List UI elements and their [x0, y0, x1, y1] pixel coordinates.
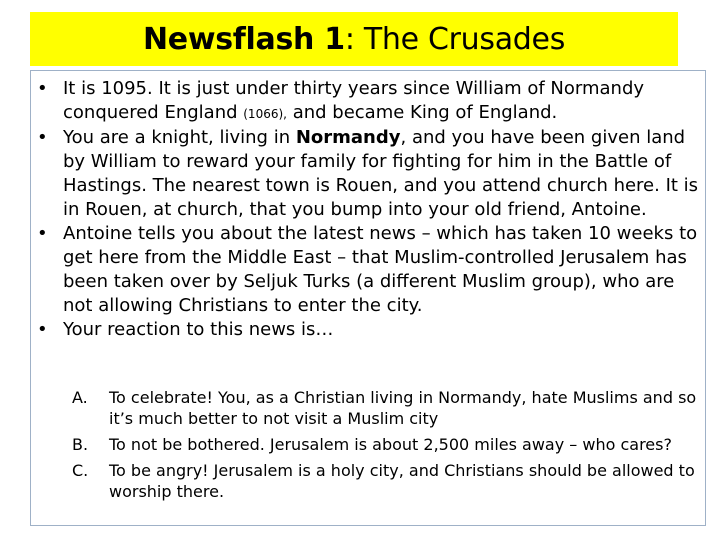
option-c [31, 460, 707, 502]
bullet-2-bold: Normandy [295, 127, 401, 148]
content-box [30, 70, 706, 526]
option-text: To not be bothered. Jerusalem is about 2,500 miles away – who cares? [109, 435, 672, 454]
title-rest: : The Crusades [344, 21, 566, 57]
bullet-2-text-end: , and you have been given land by William to reward your family for fighting for him in the Battle of Hastings. The nearest town is Rouen, and you attend church here. It is in Rouen, at church, that you bump into your old friend, Antoine. [63, 127, 699, 220]
option-text: To celebrate! You, as a Christian living in Normandy, hate Muslims and so it’s much better to not visit a Muslim city [109, 388, 697, 428]
bullet-1-text-end: and became King of England. [286, 102, 558, 123]
option-list [31, 387, 707, 507]
bullet-dot: • [37, 78, 48, 99]
bullet-dot: • [37, 319, 48, 340]
bullet-dot: • [37, 127, 48, 148]
bullet-3-text: Antoine tells you about the latest news – which has taken 10 weeks to get here from the Middle East – that Muslim-controlled Jerusalem has been taken over by Seljuk Turks (a different Muslim group), who are not allowing Christians to enter the city. [63, 223, 698, 316]
option-letter: C. [72, 461, 89, 480]
bullet-item-1 [31, 77, 707, 126]
bullet-4-text: Your reaction to this news is… [63, 319, 334, 340]
option-text: To be angry! Jerusalem is a holy city, and Christians should be allowed to worship there. [109, 461, 695, 501]
option-letter: B. [72, 435, 89, 454]
bullet-item-4 [31, 318, 707, 342]
bullet-1-text: It is 1095. It is just under thirty years since William of Normandy conquered England [63, 78, 645, 123]
title-bold: Newsflash 1 [142, 21, 345, 57]
title-banner [30, 12, 678, 66]
option-a [31, 387, 707, 429]
bullet-list [31, 77, 707, 342]
option-letter: A. [72, 388, 88, 407]
bullet-2-text: You are a knight, living in [63, 127, 296, 148]
page-title [143, 22, 565, 57]
bullet-dot: • [37, 223, 48, 244]
bullet-item-3 [31, 222, 707, 318]
bullet-item-2 [31, 126, 707, 222]
bullet-1-year: (1066), [243, 107, 287, 121]
option-b [31, 434, 707, 455]
